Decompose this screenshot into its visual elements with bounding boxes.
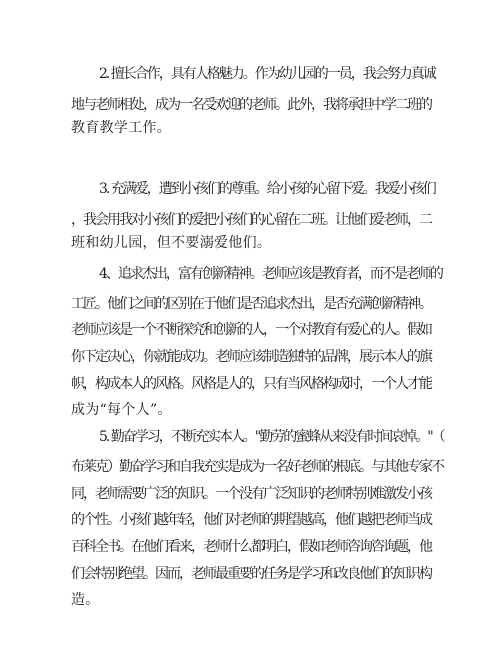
paragraph-4-line-5: 帜，构成本人的风格。风格是人的，只有当风格构成时，一个人才能 bbox=[71, 376, 431, 392]
paragraph-4-line-2: 工匠。他们之间的区别在于他们是否追求杰出，是否充满创新精神。 bbox=[71, 296, 431, 312]
paragraph-4-line-4: 你下定决心，你就能成功。老师应该制造独特的品牌，展示本人的旗 bbox=[71, 349, 431, 365]
paragraph-3-line-3: 班和幼儿园，但不要溺爱他们。 bbox=[71, 235, 272, 251]
paragraph-5-line-5: 百科全书。在他们看来，老师什么都明白，假如老师咨询咨询题，他 bbox=[71, 539, 431, 555]
paragraph-4-line-6: 成为“每个人”。 bbox=[71, 402, 172, 418]
paragraph-4-line-3: 老师应该是一个不断探究和创新的人，一个对教育有爱心的人。假如 bbox=[71, 322, 431, 338]
paragraph-5-line-6: 们会特别绝望。因而，老师最重要的任务是学习和改良他们的知识构 bbox=[71, 566, 431, 582]
paragraph-5-line-1: 5. 勤奋学习，不断充实本人。"勤劳的蜜蜂从来没有时间哀悼。"（ bbox=[99, 429, 444, 445]
paragraph-5-line-4: 的个性。小孩们越年轻，他们对老师的期望越高，他们越把老师当成 bbox=[71, 512, 431, 528]
paragraph-5-line-2: 布莱克）勤奋学习和自我充实是成为一名好老师的根底。与其他专家不 bbox=[71, 459, 443, 475]
paragraph-5-line-3: 同，老师需要广泛的知识。一个没有广泛知识的老师特别难激发小孩 bbox=[71, 486, 431, 502]
paragraph-2-line-2: 地与老师相处，成为一名受欢迎的老师。此外，我将承担中学二班的 bbox=[71, 97, 431, 113]
paragraph-2-line-1: 2. 擅长合作，具有人格魅力。作为幼儿园的一员，我会努力真诚 bbox=[99, 66, 435, 82]
paragraph-3-line-2: ，我会用我对小孩们的爱把小孩们的心留在二班。让他们爱老师，二 bbox=[71, 212, 431, 228]
paragraph-2-line-3: 教育教学工作。 bbox=[71, 120, 172, 136]
paragraph-4-line-1: 4、追求杰出，富有创新精神。老师应该是教育者，而不是老师的 bbox=[99, 266, 442, 282]
paragraph-5-line-7: 造。 bbox=[71, 592, 100, 608]
paragraph-3-line-1: 3. 充满爱，遭到小孩们的尊重。给小孩的心留下爱。我爱小孩们 bbox=[99, 181, 435, 197]
